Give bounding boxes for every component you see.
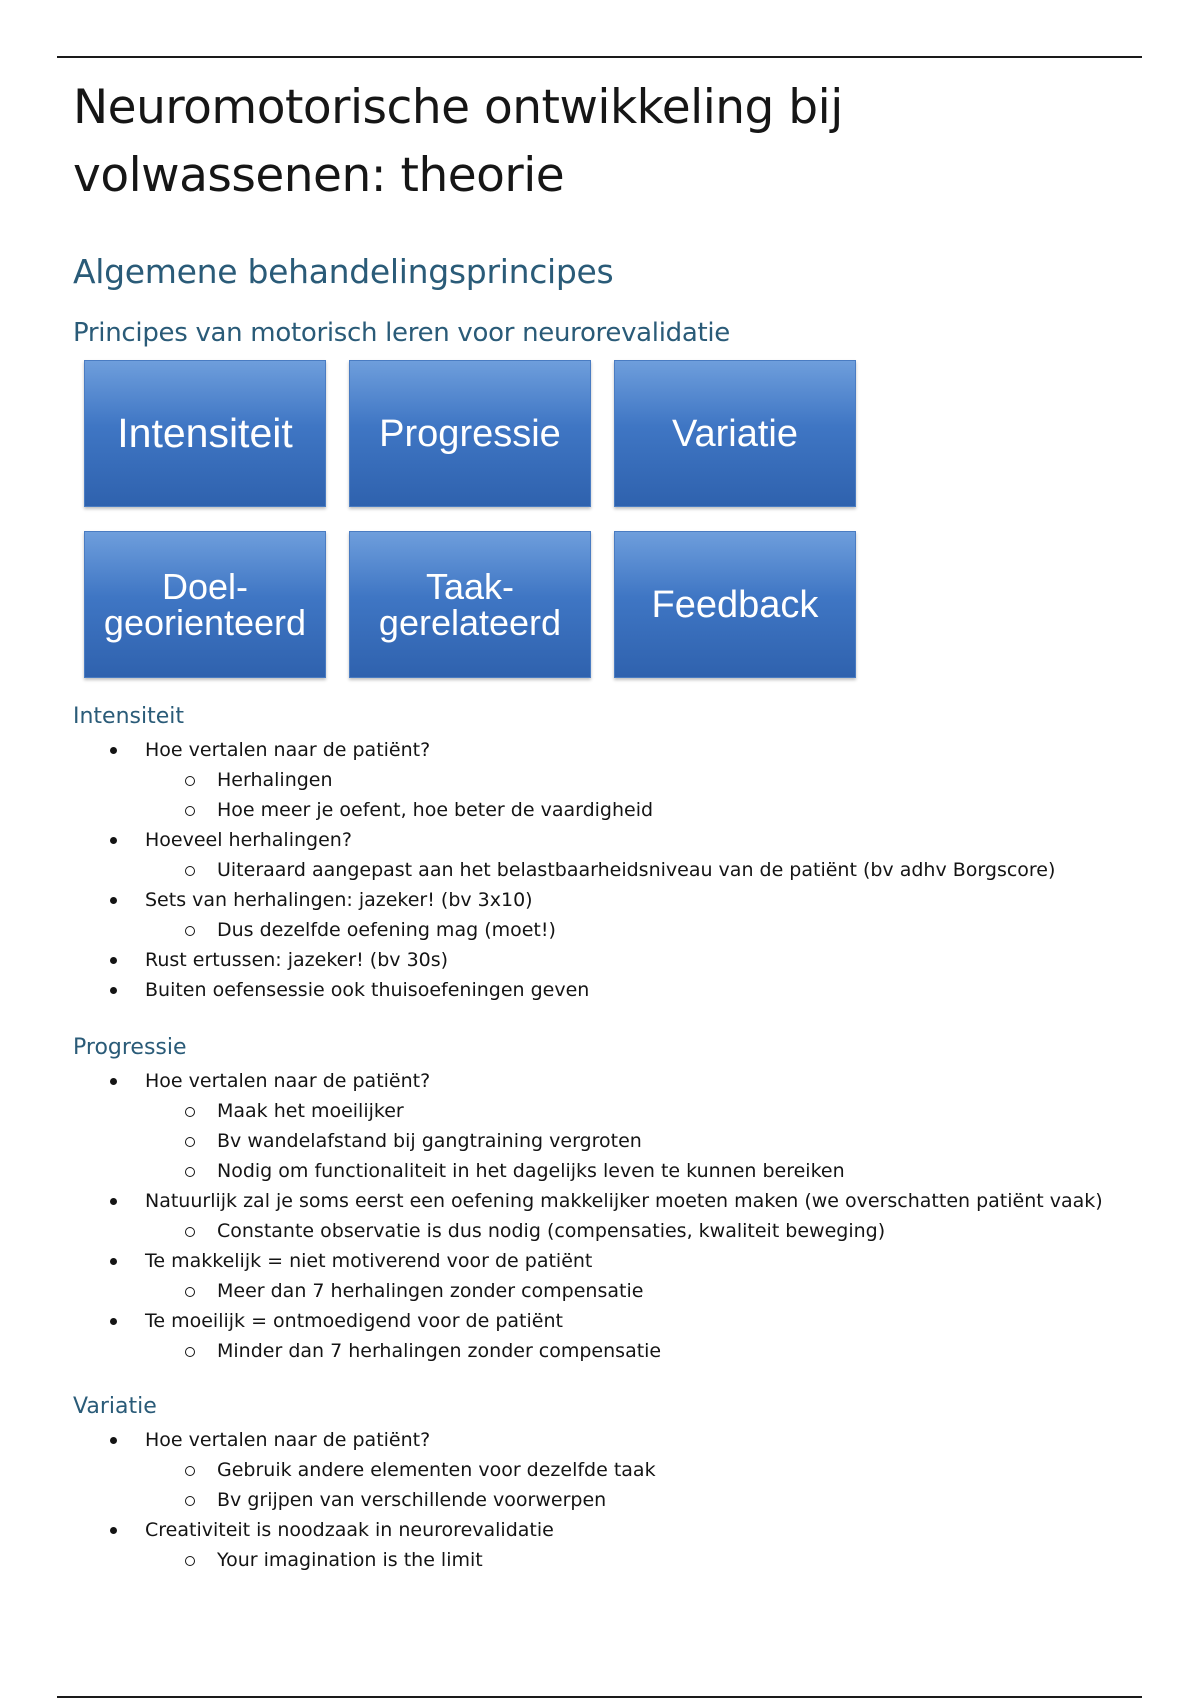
section-title: Progressie (73, 1035, 187, 1060)
bullet-icon (110, 1318, 117, 1325)
section-progressie (73, 1032, 1173, 1366)
list-item: Sets van herhalingen: jazeker! (bv 3x10) Dus dezelfde oefening mag (moet!) (73, 885, 1173, 945)
list-item: Buiten oefensessie ook thuisoefeningen geven (73, 975, 1173, 1005)
bullet-icon (110, 837, 117, 844)
principle-box-taakgerelateerd: Taak- gerelateerd (349, 531, 591, 678)
bullet-icon (110, 1198, 117, 1205)
bullet-icon (110, 747, 117, 754)
list-item: Creativiteit is noodzaak in neurorevalidatie Your imagination is the limit (73, 1515, 1173, 1575)
sub-list-item: Your imagination is the limit (145, 1545, 1173, 1575)
principle-box-variatie: Variatie (614, 360, 856, 507)
circle-bullet-icon (185, 1137, 195, 1147)
page-title: Neuromotorische ontwikkeling bij volwassenen: theorie (73, 80, 843, 203)
list-item: Hoe vertalen naar de patiënt? Maak het moeilijker Bv wandelafstand bij gangtraining vergroten Nodig om functionaliteit in het dagelijks leven te kunnen bereiken (73, 1066, 1173, 1186)
principle-box-feedback: Feedback (614, 531, 856, 678)
sub-list-item: Herhalingen (145, 765, 1173, 795)
circle-bullet-icon (185, 1167, 195, 1177)
circle-bullet-icon (185, 1287, 195, 1297)
bottom-rule (57, 1696, 1142, 1698)
list-item: Te moeilijk = ontmoedigend voor de patiënt Minder dan 7 herhalingen zonder compensatie (73, 1306, 1173, 1366)
sub-list-item: Dus dezelfde oefening mag (moet!) (145, 915, 1173, 945)
section-intensiteit (73, 701, 1173, 1005)
top-rule (57, 56, 1142, 58)
circle-bullet-icon (185, 1496, 195, 1506)
section-variatie (73, 1391, 1173, 1575)
circle-bullet-icon (185, 866, 195, 876)
section-title: Variatie (73, 1394, 157, 1419)
circle-bullet-icon (185, 776, 195, 786)
bullet-icon (110, 987, 117, 994)
bullet-icon (110, 1527, 117, 1534)
sub-heading: Principes van motorisch leren voor neurorevalidatie (73, 318, 730, 348)
circle-bullet-icon (185, 1347, 195, 1357)
sub-list-item: Meer dan 7 herhalingen zonder compensatie (145, 1276, 1173, 1306)
principle-box-progressie: Progressie (349, 360, 591, 507)
circle-bullet-icon (185, 1227, 195, 1237)
sub-list-item: Uiteraard aangepast aan het belastbaarheidsniveau van de patiënt (bv adhv Borgscore) (145, 855, 1173, 885)
sub-list-item: Constante observatie is dus nodig (compensaties, kwaliteit beweging) (145, 1216, 1173, 1246)
circle-bullet-icon (185, 926, 195, 936)
list-item: Hoeveel herhalingen? Uiteraard aangepast aan het belastbaarheidsniveau van de patiënt (bv adhv Borgscore) (73, 825, 1173, 885)
principle-box-intensiteit: Intensiteit (84, 360, 326, 507)
sub-list-item: Bv wandelafstand bij gangtraining vergroten (145, 1126, 1173, 1156)
list-item: Rust ertussen: jazeker! (bv 30s) (73, 945, 1173, 975)
sub-list-item: Nodig om functionaliteit in het dagelijks leven te kunnen bereiken (145, 1156, 1173, 1186)
list-item: Te makkelijk = niet motiverend voor de patiënt Meer dan 7 herhalingen zonder compensatie (73, 1246, 1173, 1306)
bullet-icon (110, 957, 117, 964)
list-item: Hoe vertalen naar de patiënt? Herhalingen Hoe meer je oefent, hoe beter de vaardigheid (73, 735, 1173, 825)
sub-list-item: Hoe meer je oefent, hoe beter de vaardigheid (145, 795, 1173, 825)
section-title: Intensiteit (73, 704, 185, 729)
circle-bullet-icon (185, 1556, 195, 1566)
bullet-icon (110, 1078, 117, 1085)
sub-list-item: Gebruik andere elementen voor dezelfde taak (145, 1455, 1173, 1485)
principles-diagram (84, 360, 864, 680)
bullet-icon (110, 1437, 117, 1444)
bullet-icon (110, 897, 117, 904)
principle-box-doelgeorienteerd: Doel- georienteerd (84, 531, 326, 678)
list-item: Hoe vertalen naar de patiënt? Gebruik andere elementen voor dezelfde taak Bv grijpen van verschillende voorwerpen (73, 1425, 1173, 1515)
bullet-icon (110, 1258, 117, 1265)
sub-list-item: Minder dan 7 herhalingen zonder compensatie (145, 1336, 1173, 1366)
section-heading: Algemene behandelingsprincipes (73, 252, 614, 291)
circle-bullet-icon (185, 806, 195, 816)
circle-bullet-icon (185, 1107, 195, 1117)
list-item: Natuurlijk zal je soms eerst een oefening makkelijker moeten maken (we overschatten patiënt vaak) Constante observatie is dus nodig (compensaties, kwaliteit beweging) (73, 1186, 1173, 1246)
sub-list-item: Bv grijpen van verschillende voorwerpen (145, 1485, 1173, 1515)
sub-list-item: Maak het moeilijker (145, 1096, 1173, 1126)
circle-bullet-icon (185, 1466, 195, 1476)
